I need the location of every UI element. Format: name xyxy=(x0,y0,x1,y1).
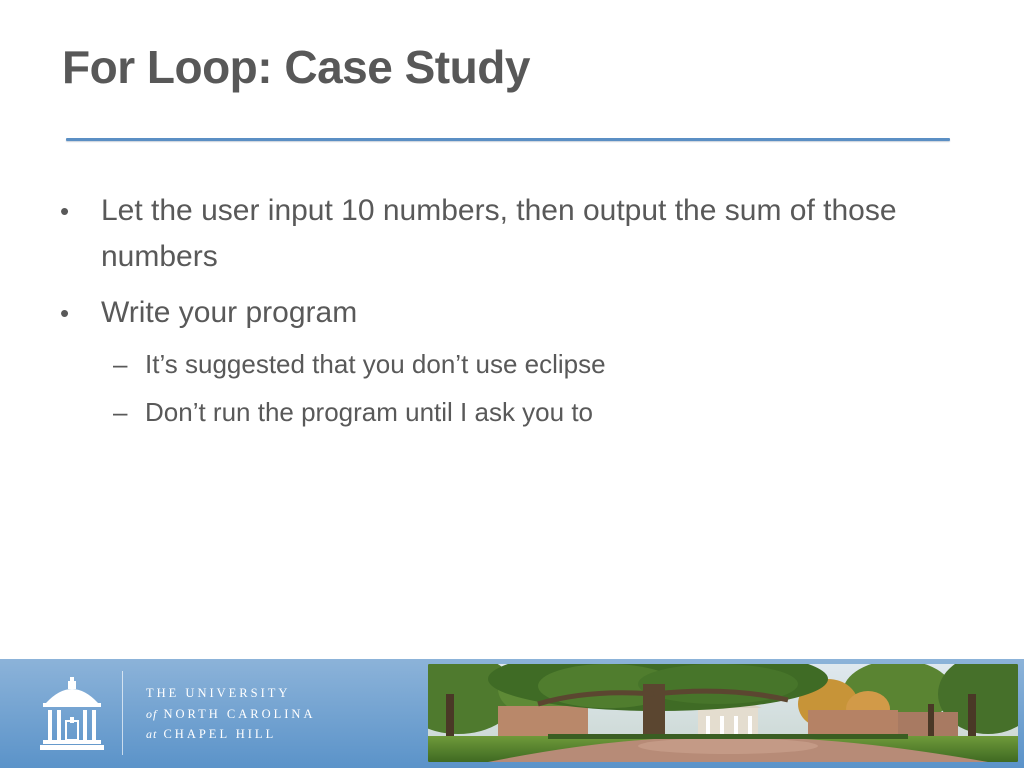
logo-divider xyxy=(122,671,123,755)
title-divider xyxy=(66,138,950,141)
wordmark-line xyxy=(146,704,315,725)
sub-bullet-list xyxy=(101,340,940,436)
footer-band xyxy=(0,659,1024,768)
dash-marker: – xyxy=(113,349,128,379)
bullet-list xyxy=(60,188,940,446)
wordmark-prefix: of xyxy=(146,706,158,721)
sub-bullet-item xyxy=(101,388,940,436)
wordmark-prefix: at xyxy=(146,727,158,741)
bullet-text: Write your program xyxy=(101,296,358,329)
old-well-logo-icon xyxy=(40,677,104,751)
bullet-marker: • xyxy=(60,298,70,328)
wordmark-line xyxy=(146,724,315,745)
wordmark-line: THE UNIVERSITY xyxy=(146,686,291,700)
bullet-item xyxy=(60,188,940,280)
campus-panorama-image xyxy=(428,664,1018,762)
bullet-text: Let the user input 10 numbers, then output the sum of those numbers xyxy=(101,194,897,273)
dash-marker: – xyxy=(113,397,128,427)
slide-title: For Loop: Case Study xyxy=(62,41,530,93)
bullet-marker: • xyxy=(60,196,70,226)
sub-bullet-text: It’s suggested that you don’t use eclipse xyxy=(145,349,606,379)
sub-bullet-item xyxy=(101,340,940,388)
wordmark-text: NORTH CAROLINA xyxy=(163,706,316,721)
bullet-item xyxy=(60,290,940,436)
wordmark-text: CHAPEL HILL xyxy=(163,727,277,741)
university-wordmark xyxy=(146,683,315,745)
sub-bullet-text: Don’t run the program until I ask you to xyxy=(145,397,594,427)
